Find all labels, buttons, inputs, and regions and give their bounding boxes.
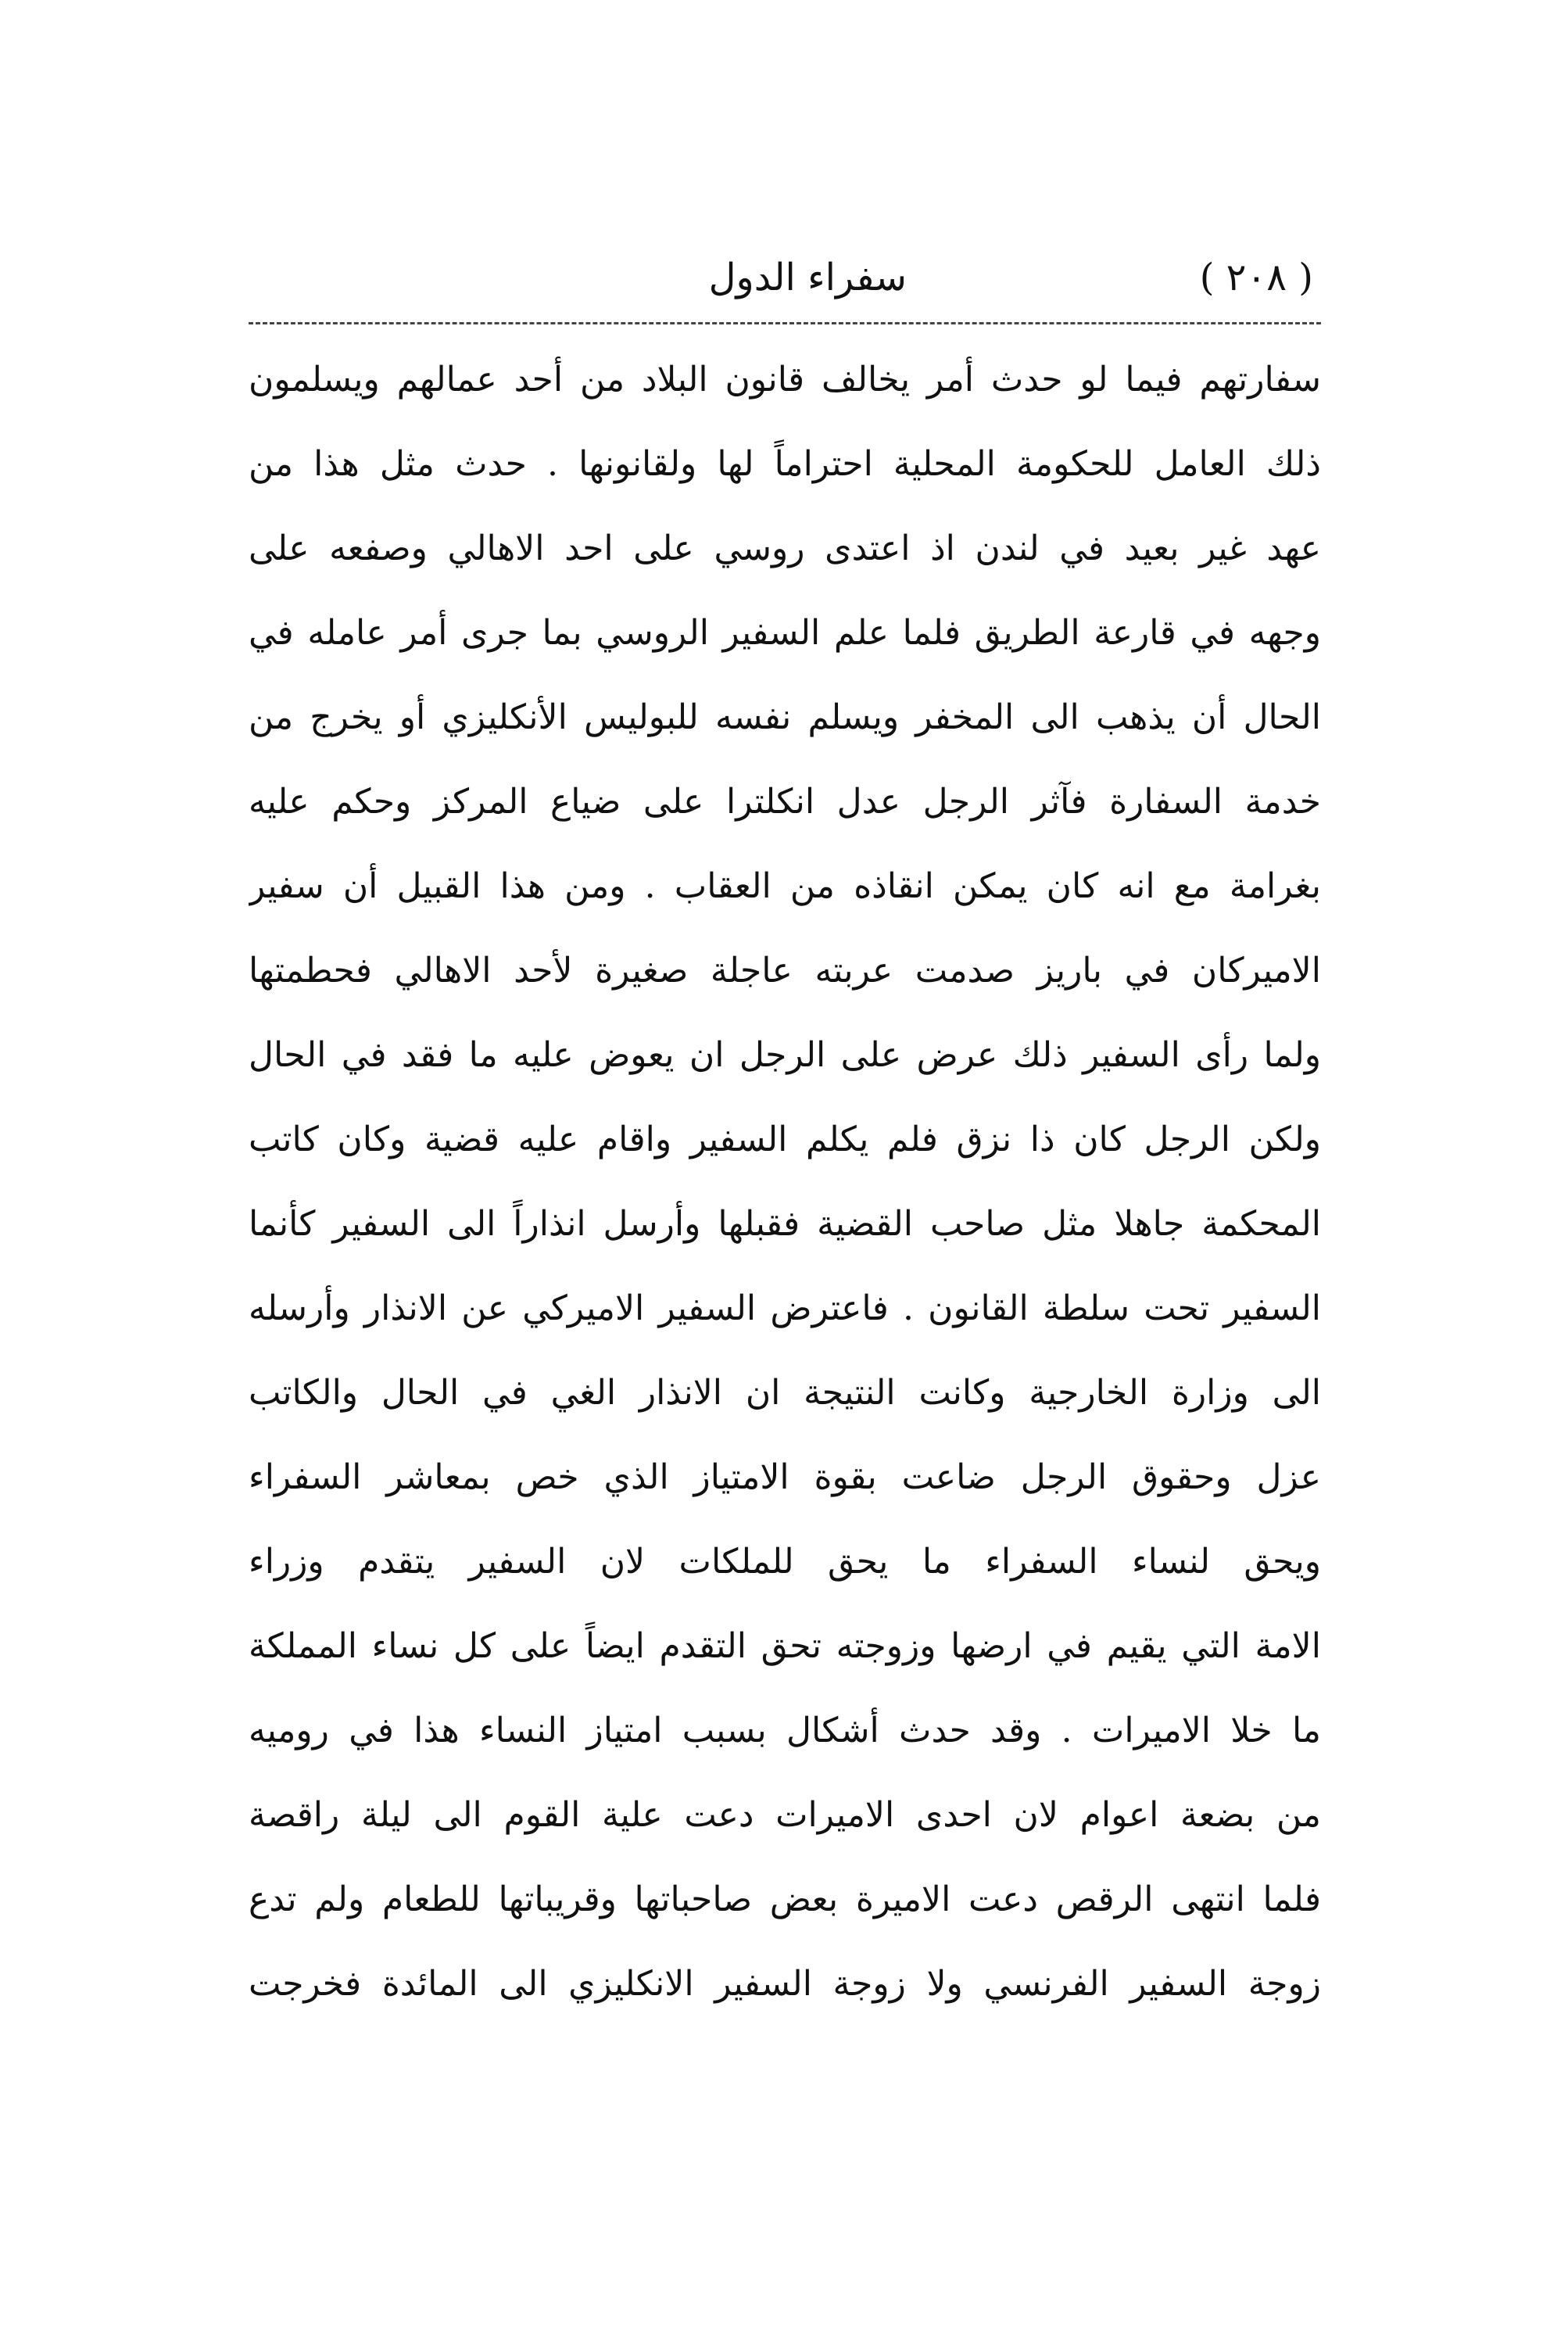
text-line: ذلك العامل للحكومة المحلية احتراماً لها ولقانونها . حدث مثل هذا من [249,444,1321,484]
text-line: خدمة السفارة فآثر الرجل عدل انكلترا على ضياع المركز وحكم عليه [249,782,1321,822]
text-line: الامة التي يقيم في ارضها وزوجته تحق التقدم ايضاً على كل نساء المملكة [249,1626,1321,1666]
text-line: من بضعة اعوام لان احدى الاميرات دعت علية القوم الى ليلة راقصة [249,1795,1321,1835]
running-title: سفراء الدول [708,256,907,299]
text-line: ويحق لنساء السفراء ما يحق للملكات لان السفير يتقدم وزراء [249,1542,1321,1582]
text-line: سفارتهم فيما لو حدث أمر يخالف قانون البلاد من أحد عمالهم ويسلمون [249,360,1321,400]
text-line: بغرامة مع انه كان يمكن انقاذه من العقاب . ومن هذا القبيل أن سفير [249,866,1321,906]
text-line: المحكمة جاهلا مثل صاحب القضية فقبلها وأرسل انذاراً الى السفير كأنما [249,1204,1321,1244]
text-line: ما خلا الاميرات . وقد حدث أشكال بسبب امتياز النساء هذا في روميه [249,1711,1321,1750]
text-line: عهد غير بعيد في لندن اذ اعتدى روسي على احد الاهالي وصفعه على [249,529,1321,568]
text-line: ولما رأى السفير ذلك عرض على الرجل ان يعوض عليه ما فقد في الحال [249,1035,1321,1075]
text-line: السفير تحت سلطة القانون . فاعترض السفير الاميركي عن الانذار وأرسله [249,1288,1321,1328]
text-line: فلما انتهى الرقص دعت الاميرة بعض صاحباتها وقريباتها للطعام ولم تدع [249,1879,1321,1919]
running-header [249,249,1321,311]
body-text [249,338,1321,2026]
page-number: ( ٢٠٨ ) [1199,256,1313,299]
text-line: الحال أن يذهب الى المخفر ويسلم نفسه للبوليس الأنكليزي أو يخرج من [249,697,1321,737]
text-line: عزل وحقوق الرجل ضاعت بقوة الامتياز الذي خص بمعاشر السفراء [249,1457,1321,1497]
text-line: زوجة السفير الفرنسي ولا زوجة السفير الانكليزي الى المائدة فخرجت [249,1964,1321,2004]
text-line: الاميركان في باريز صدمت عربته عاجلة صغيرة لأحد الاهالي فحطمتها [249,951,1321,991]
text-line: ولكن الرجل كان ذا نزق فلم يكلم السفير واقام عليه قضية وكان كاتب [249,1120,1321,1159]
text-line: الى وزارة الخارجية وكانت النتيجة ان الانذار الغي في الحال والكاتب [249,1373,1321,1413]
text-line: وجهه في قارعة الطريق فلما علم السفير الروسي بما جرى أمر عامله في [249,613,1321,653]
header-divider [249,322,1321,324]
